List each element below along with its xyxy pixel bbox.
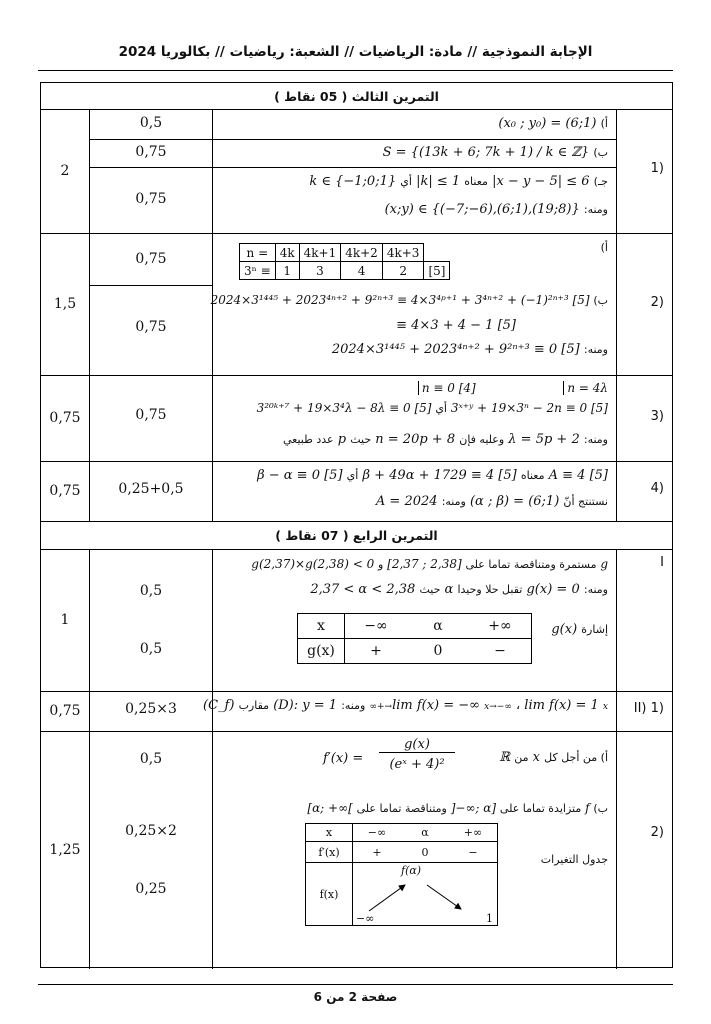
table-cell: x [306, 824, 353, 842]
page-header: الإجابة النموذجية // مادة: الرياضيات // الشعبة: رياضيات // بكالوريا 2024 [118, 44, 593, 60]
formula: A = 2024 [375, 494, 438, 509]
table-cell: 4k [275, 244, 299, 262]
divider [90, 139, 212, 140]
table-cell: f′(x) [306, 842, 353, 863]
q3-conclusion [219, 431, 608, 449]
q2-part-b-points: 0,75 [135, 319, 167, 335]
table-cell: + [353, 842, 402, 863]
formula: (α ; β) = (6;1) [469, 494, 560, 509]
qII1-line: lim f(x) = −∞ x→−∞ ، lim f(x) = 1 x→+∞ ومنه: (D): y = 1 مقارب (C_f) [203, 698, 608, 713]
q4-line2 [219, 493, 608, 511]
qII2-number: (2 [650, 825, 664, 840]
label: ومنه: [583, 203, 608, 216]
label: ومنه: [441, 495, 466, 508]
formula: S = {(13k + 6; 7k + 1) / k ∈ ℤ} [382, 145, 590, 160]
formula: x→+∞ [369, 702, 608, 712]
divider [90, 285, 212, 286]
qI-part2-points: 0,5 [139, 641, 163, 657]
formula: β + 49α + 1729 ≡ 4 [5] [362, 468, 517, 483]
q1-part-c-points: 0,75 [135, 191, 167, 207]
label: ومنه: [341, 699, 366, 712]
label: أ) [600, 117, 608, 130]
label: حيث [350, 433, 372, 446]
formula: (x₀ ; y₀) = (6;1) [498, 116, 597, 131]
label: ب) [593, 294, 608, 307]
qI-part1-points: 0,5 [139, 583, 163, 599]
table-cell: α [401, 824, 449, 842]
formula: (eˣ + 4)² [389, 757, 445, 772]
label: معناه [464, 175, 488, 188]
formula: n = 20p + 8 [375, 432, 456, 447]
label: أي [346, 469, 359, 482]
formula: [2,37 ; 2,38] [387, 557, 462, 571]
qII1-row [41, 691, 672, 732]
q2-b-line1 [210, 291, 608, 310]
formula: [α; +∞[ [307, 801, 353, 815]
formula: f [585, 801, 590, 815]
divider [90, 167, 212, 168]
q4-parts [90, 461, 213, 521]
q3-system-line2 [219, 399, 608, 418]
variation-arrows-cell [353, 863, 498, 926]
qII1-points: 0,25×3 [125, 701, 177, 717]
qII2-variation-label [541, 851, 608, 869]
q1-number-cell [617, 109, 672, 233]
label: متزايدة تماما على [499, 802, 582, 815]
formula: (D): y = 1 [273, 698, 338, 713]
formula: 3ˣ⁺ʸ + 19×3ⁿ − 2n ≡ 0 [5] [450, 401, 608, 415]
label: ومنه: [583, 343, 608, 356]
label: جدول التغيرات [540, 853, 608, 866]
qII1-parts [90, 691, 213, 731]
qII1-body [203, 691, 617, 731]
table-cell: −∞ [353, 824, 402, 842]
left-limit: −∞ [356, 912, 375, 925]
formula: λ = 5p + 2 [508, 432, 580, 447]
formula: g(x) [379, 737, 455, 753]
q4-total: 0,75 [41, 461, 90, 521]
q2-total: 1,5 [41, 233, 90, 375]
max-value: f(α) [401, 864, 422, 877]
formula: (x;y) ∈ {(−7;−6),(6;1),(19;8)} [384, 202, 580, 217]
table-cell: + [345, 639, 408, 664]
q1-c-line1 [219, 173, 608, 191]
table-cell: 3ⁿ ≡ [240, 262, 276, 280]
qI-total: 1 [41, 549, 90, 691]
label: عدد طبيعي [282, 433, 334, 446]
formula: ]−∞; α] [450, 801, 497, 815]
q1-row [41, 109, 672, 234]
label: ومنه: [583, 433, 608, 446]
formula: A ≡ 4 [5] [548, 468, 608, 483]
q1-parts [90, 109, 213, 233]
qII2-variation-table [305, 823, 498, 926]
label: إشارة [581, 623, 608, 636]
label: أي [435, 402, 447, 415]
divider [213, 167, 616, 168]
exercise3-title-row [41, 83, 672, 110]
q4-points: 0,25+0,5 [118, 481, 184, 497]
table-cell: 0 [401, 842, 449, 863]
table-cell: α [407, 614, 469, 639]
label: و [378, 558, 384, 571]
label: أ) من أجل كل [544, 751, 608, 764]
qI-parts [90, 549, 213, 691]
right-limit: 1 [486, 912, 493, 925]
qI-number-cell [617, 549, 672, 691]
q3-number: (3 [650, 409, 664, 424]
qI-line2 [219, 581, 608, 599]
q2-row [41, 233, 672, 376]
formula: 2,37 < α < 2,38 [310, 582, 416, 597]
formula: g(2,37)×g(2,38) < 0 [251, 557, 375, 571]
table-cell [424, 244, 450, 262]
formula: x [532, 750, 540, 765]
q2-part-a-points: 0,75 [135, 251, 167, 267]
q3-points: 0,75 [135, 407, 167, 423]
formula: ≡ 4×3 + 4 − 1 [5] [396, 318, 516, 333]
answer-sheet [40, 82, 673, 968]
qII1-number-cell [617, 691, 672, 731]
q2-b-line3 [219, 341, 608, 359]
table-cell: 4 [341, 262, 383, 280]
q2-parts [90, 233, 213, 375]
label: مستمرة ومتناقصة تماما على [465, 558, 597, 571]
formula: g(x) = 0 [526, 582, 580, 597]
label: تقبل حلا وحيدا [457, 583, 523, 596]
label: ومتناقصة تماما على [356, 802, 447, 815]
q2-body [210, 233, 617, 375]
formula: x→−∞ [484, 702, 512, 712]
qII2-body [213, 731, 617, 969]
q1-total: 2 [41, 109, 90, 233]
q1-part-a-points: 0,5 [139, 115, 163, 131]
divider [213, 139, 616, 140]
label: مقارب [238, 699, 270, 712]
label: حيث [419, 583, 441, 596]
qII2-row [41, 731, 672, 969]
q1-part-b-points: 0,75 [135, 144, 167, 160]
q1-number: (1 [650, 161, 664, 176]
table-cell: − [449, 842, 498, 863]
q2-a-label [601, 239, 608, 257]
table-cell: 0 [407, 639, 469, 664]
formula: 3²⁰ᵏ⁺⁷ + 19×3⁴λ − 8λ ≡ 0 [5] [256, 401, 432, 415]
qII2-total: 1,25 [41, 731, 90, 969]
formula: f′(x) = [323, 751, 364, 766]
table-cell: +∞ [449, 824, 498, 842]
table-cell: − [469, 639, 532, 664]
q4-row [41, 461, 672, 522]
label: ب) [593, 802, 608, 815]
formula: lim f(x) = 1 [524, 698, 599, 713]
table-cell: 1 [275, 262, 299, 280]
label: أ) [600, 241, 608, 254]
label: وعليه فإن [459, 433, 505, 446]
exercise4-title-row [41, 521, 672, 550]
q3-row [41, 375, 672, 462]
qII2-parts [90, 731, 213, 969]
formula: n ≡ 0 [4] [418, 381, 476, 395]
decreasing-arrow [427, 885, 461, 909]
table-cell: f(x) [306, 863, 353, 926]
q1-a-line [219, 115, 608, 133]
formula: k ∈ {−1;0;1} [309, 174, 397, 189]
qII2-part-a-points: 0,5 [139, 751, 163, 767]
table-cell: 3 [299, 262, 341, 280]
q4-line1 [219, 467, 608, 485]
q3-body [213, 375, 617, 461]
formula: ℝ [499, 750, 511, 765]
formula: 2024×3¹⁴⁴⁵ + 2023⁴ⁿ⁺² + 9²ⁿ⁺³ ≡ 4×3⁴ᵖ⁺¹ + 3⁴ⁿ⁺² + (−1)²ⁿ⁺³ [5] [210, 293, 590, 307]
q3-total: 0,75 [41, 375, 90, 461]
q2-number-cell [617, 233, 672, 375]
table-cell: 2 [382, 262, 424, 280]
label: أي [400, 175, 412, 188]
label: من [514, 751, 529, 764]
q3-parts [90, 375, 213, 461]
exercise4-title: التمرين الرابع ( 07 نقاط ) [275, 527, 438, 543]
table-cell: n = [240, 244, 276, 262]
formula: lim f(x) = −∞ [392, 698, 481, 713]
qII1-total: 0,75 [41, 691, 90, 731]
table-cell: g(x) [298, 639, 345, 664]
formula: β − α ≡ 0 [5] [257, 468, 343, 483]
exercise3-title: التمرين الثالث ( 05 نقاط ) [274, 88, 439, 104]
table-cell: [5] [424, 262, 450, 280]
formula: |x − y − 5| ≤ 6 [492, 174, 590, 189]
footer-rule [38, 984, 673, 985]
label: نستنتج أنّ [563, 495, 608, 508]
table-cell: −∞ [345, 614, 408, 639]
formula: α [444, 582, 454, 597]
table-cell: 4k+3 [382, 244, 424, 262]
table-cell: 4k+2 [341, 244, 383, 262]
q4-body [213, 461, 617, 521]
formula: g [600, 557, 608, 571]
header-rule [38, 70, 673, 71]
label: جـ) [593, 175, 608, 188]
label: معناه [520, 469, 545, 482]
q4-number-cell [617, 461, 672, 521]
qII2-b-line [219, 799, 608, 818]
qII1-number: (1 (II [633, 701, 664, 716]
label: ومنه: [583, 583, 608, 596]
q4-number: (4 [650, 481, 664, 496]
table-cell: +∞ [469, 614, 532, 639]
formula: n = 4λ [563, 381, 608, 395]
q1-c-line2 [219, 201, 608, 219]
qII2-part-c-points: 0,25 [135, 881, 167, 897]
page-footer: صفحة 2 من 6 [313, 990, 398, 1004]
q3-number-cell [617, 375, 672, 461]
table-cell: x [298, 614, 345, 639]
q2-b-line2 [219, 317, 516, 335]
increasing-arrow [369, 885, 405, 911]
qI-line1 [219, 555, 608, 574]
qII2-part-b-points: 0,25×2 [125, 823, 177, 839]
formula: |k| ≤ 1 [416, 174, 461, 189]
qII2-number-cell [617, 731, 672, 969]
formula: g(x) [551, 622, 578, 637]
formula: p [337, 432, 347, 447]
formula: 2024×3¹⁴⁴⁵ + 2023⁴ⁿ⁺² + 9²ⁿ⁺³ ≡ 0 [5] [331, 342, 580, 357]
qI-sign-table [297, 613, 532, 664]
q3-system-line1 [219, 379, 608, 397]
label: ب) [593, 146, 608, 159]
q1-body [213, 109, 617, 233]
qI-row [41, 549, 672, 692]
table-cell: 4k+1 [299, 244, 341, 262]
formula: (C_f) [203, 698, 235, 713]
qI-number: I [660, 555, 664, 570]
qI-body [213, 549, 617, 691]
q2-period-table [239, 243, 450, 280]
q2-number: (2 [650, 295, 664, 310]
qI-sign-label [551, 621, 608, 639]
q1-b-line [219, 144, 608, 162]
